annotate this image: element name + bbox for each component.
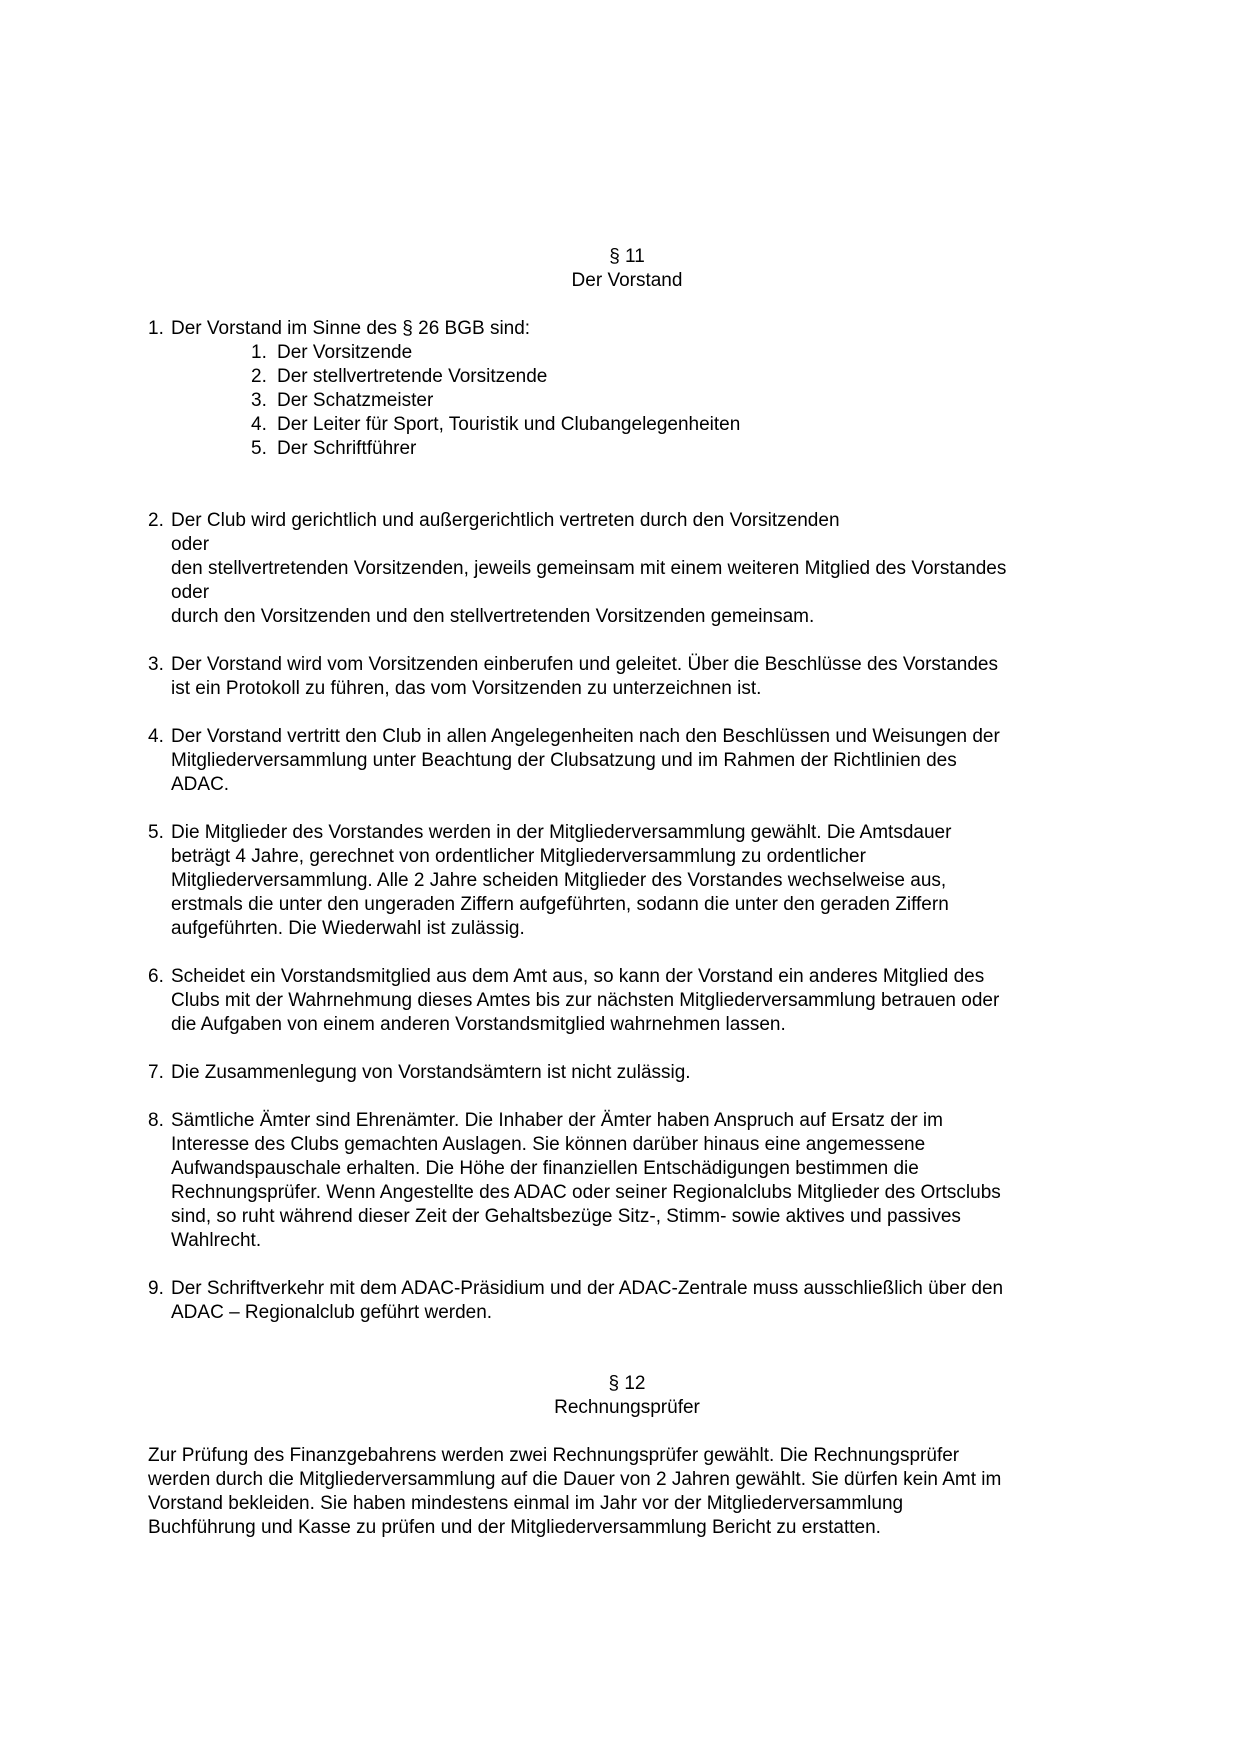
sub-item-text: Der Schriftführer: [277, 438, 417, 459]
sub-item-number: 4.: [251, 414, 267, 435]
list-item-5: [148, 821, 1098, 941]
list-item-text: Interesse des Clubs gemachten Auslagen. Sie können darüber hinaus eine angemessene: [171, 1134, 926, 1155]
section-11-sign: § 11: [609, 246, 645, 267]
list-item-number: 2.: [148, 510, 164, 531]
section-11-title: Der Vorstand: [571, 270, 683, 291]
list-item-8: [148, 1109, 1098, 1253]
list-item-text: Der Vorstand wird vom Vorsitzenden einberufen und geleitet. Über die Beschlüsse des Vorstandes: [171, 654, 998, 675]
list-item-text: Der Club wird gerichtlich und außergerichtlich vertreten durch den Vorsitzenden: [171, 510, 840, 531]
list-item-number: 1.: [148, 318, 164, 339]
list-item-text: aufgeführten. Die Wiederwahl ist zulässig.: [171, 918, 525, 939]
list-item-text: Der Vorstand im Sinne des § 26 BGB sind:: [171, 318, 531, 339]
board-member-item: [148, 413, 1098, 437]
list-item-9: [148, 1277, 1098, 1325]
sub-item-text: Der stellvertretende Vorsitzende: [277, 366, 548, 387]
board-members-list: [148, 341, 1098, 461]
document-page: [148, 245, 1098, 1540]
sub-item-text: Der Schatzmeister: [277, 390, 434, 411]
list-item-text: erstmals die unter den ungeraden Ziffern aufgeführten, sodann die unter den geraden Ziffern: [171, 894, 949, 915]
list-item-text: sind, so ruht während dieser Zeit der Gehaltsbezüge Sitz-, Stimm- sowie aktives und passives: [171, 1206, 961, 1227]
list-item-text: die Aufgaben von einem anderen Vorstandsmitglied wahrnehmen lassen.: [171, 1014, 786, 1035]
list-item-text: Der Schriftverkehr mit dem ADAC-Präsidium und der ADAC-Zentrale muss ausschließlich über den: [171, 1278, 1004, 1299]
list-item-number: 3.: [148, 654, 164, 675]
list-item-text: oder: [171, 534, 210, 555]
list-item-number: 4.: [148, 726, 164, 747]
sub-item-number: 1.: [251, 342, 267, 363]
list-item-text: beträgt 4 Jahre, gerechnet von ordentlicher Mitgliederversammlung zu ordentlicher: [171, 846, 866, 867]
section-12-title: Rechnungsprüfer: [554, 1397, 700, 1418]
list-item-number: 5.: [148, 822, 164, 843]
section-12-paragraph: [148, 1444, 1098, 1540]
list-item-text: ADAC.: [171, 774, 230, 795]
list-item-text: ADAC – Regionalclub geführt werden.: [171, 1302, 493, 1323]
list-item-text: Die Zusammenlegung von Vorstandsämtern ist nicht zulässig.: [171, 1062, 691, 1083]
list-item-text: Die Mitglieder des Vorstandes werden in der Mitgliederversammlung gewählt. Die Amtsdauer: [171, 822, 952, 843]
section-11-header: [148, 245, 1106, 293]
sub-item-number: 2.: [251, 366, 267, 387]
list-item-text: Mitgliederversammlung unter Beachtung der Clubsatzung und im Rahmen der Richtlinien des: [171, 750, 957, 771]
board-member-item: [148, 437, 1098, 461]
paragraph-line: Vorstand bekleiden. Sie haben mindestens einmal im Jahr vor der Mitgliederversammlung: [148, 1493, 904, 1514]
list-item-number: 8.: [148, 1110, 164, 1131]
sub-item-text: Der Vorsitzende: [277, 342, 413, 363]
list-item-7: [148, 1061, 1098, 1085]
list-item-text: Wahlrecht.: [171, 1230, 262, 1251]
list-item-text: Mitgliederversammlung. Alle 2 Jahre scheiden Mitglieder des Vorstandes wechselweise aus,: [171, 870, 947, 891]
list-item-text: oder: [171, 582, 210, 603]
sub-item-number: 5.: [251, 438, 267, 459]
paragraph-line: Buchführung und Kasse zu prüfen und der Mitgliederversammlung Bericht zu erstatten.: [148, 1517, 881, 1538]
section-12-header: [148, 1372, 1106, 1420]
board-member-item: [148, 365, 1098, 389]
list-item-1: [148, 317, 1098, 341]
list-item-text: Aufwandspauschale erhalten. Die Höhe der finanziellen Entschädigungen bestimmen die: [171, 1158, 919, 1179]
paragraph-line: Zur Prüfung des Finanzgebahrens werden zwei Rechnungsprüfer gewählt. Die Rechnungsprüfer: [148, 1445, 960, 1466]
list-item-text: Rechnungsprüfer. Wenn Angestellte des ADAC oder seiner Regionalclubs Mitglieder des Ortsclubs: [171, 1182, 1001, 1203]
list-item-text: Scheidet ein Vorstandsmitglied aus dem Amt aus, so kann der Vorstand ein anderes Mitglied des: [171, 966, 985, 987]
list-item-text: ist ein Protokoll zu führen, das vom Vorsitzenden zu unterzeichnen ist.: [171, 678, 762, 699]
list-item-6: [148, 965, 1098, 1037]
list-item-number: 9.: [148, 1278, 164, 1299]
board-member-item: [148, 341, 1098, 365]
list-item-3: [148, 653, 1098, 701]
list-item-2: [148, 509, 1098, 629]
board-member-item: [148, 389, 1098, 413]
paragraph-line: werden durch die Mitgliederversammlung auf die Dauer von 2 Jahren gewählt. Sie dürfen kein Amt im: [148, 1469, 1002, 1490]
list-item-number: 7.: [148, 1062, 164, 1083]
list-item-4: [148, 725, 1098, 797]
list-item-text: Sämtliche Ämter sind Ehrenämter. Die Inhaber der Ämter haben Anspruch auf Ersatz der im: [171, 1110, 943, 1131]
list-item-text: Der Vorstand vertritt den Club in allen Angelegenheiten nach den Beschlüssen und Weisungen der: [171, 726, 1000, 747]
sub-item-text: Der Leiter für Sport, Touristik und Clubangelegenheiten: [277, 414, 741, 435]
list-item-text: Clubs mit der Wahrnehmung dieses Amtes bis zur nächsten Mitgliederversammlung betrauen oder: [171, 990, 1000, 1011]
sub-item-number: 3.: [251, 390, 267, 411]
list-item-text: durch den Vorsitzenden und den stellvertretenden Vorsitzenden gemeinsam.: [171, 606, 815, 627]
list-item-text: den stellvertretenden Vorsitzenden, jeweils gemeinsam mit einem weiteren Mitglied des Vorstandes: [171, 558, 1007, 579]
section-12-sign: § 12: [608, 1373, 646, 1394]
list-item-number: 6.: [148, 966, 164, 987]
